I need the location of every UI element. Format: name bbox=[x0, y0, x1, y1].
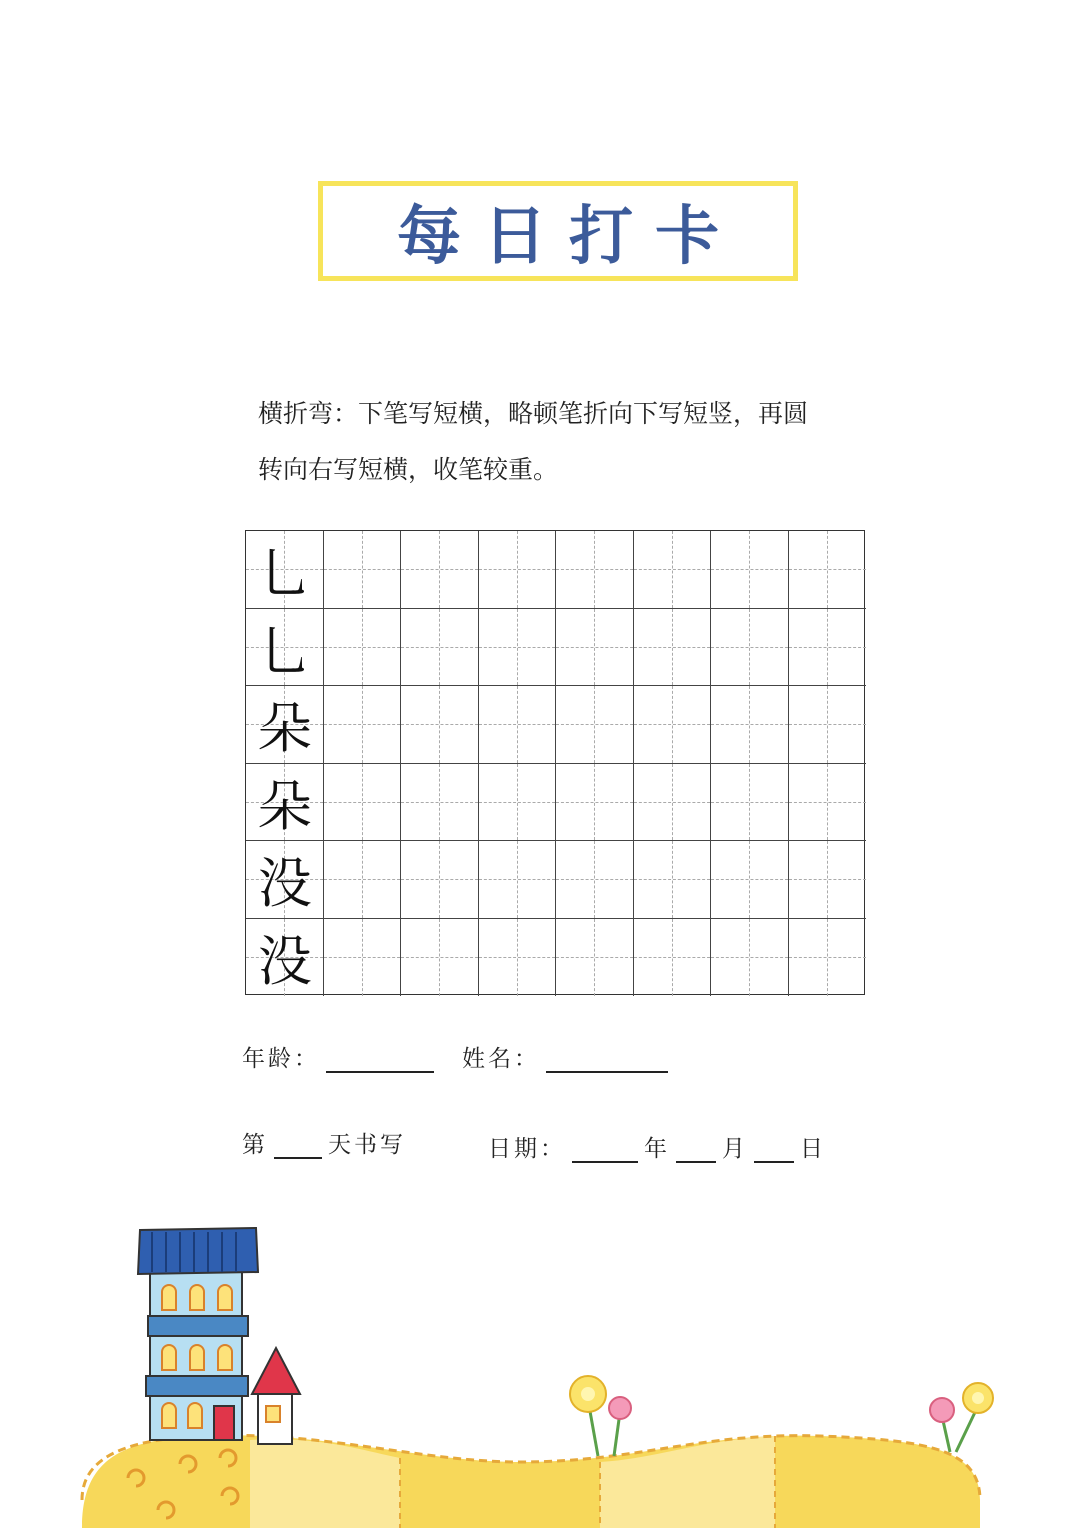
month-field[interactable] bbox=[676, 1135, 716, 1163]
practice-cell[interactable] bbox=[634, 609, 712, 687]
practice-cell[interactable] bbox=[711, 609, 789, 687]
title-banner bbox=[318, 181, 798, 281]
day-row bbox=[242, 1126, 406, 1159]
model-character: 没 bbox=[257, 852, 312, 916]
age-name-row bbox=[242, 1040, 674, 1073]
month-label: 月 bbox=[722, 1136, 748, 1162]
age-field[interactable] bbox=[326, 1045, 434, 1073]
practice-cell[interactable] bbox=[711, 841, 789, 919]
model-character: 朵 bbox=[257, 697, 312, 761]
practice-cell[interactable] bbox=[479, 841, 557, 919]
practice-cell[interactable] bbox=[401, 841, 479, 919]
practice-cell[interactable] bbox=[634, 531, 712, 609]
practice-cell[interactable] bbox=[324, 686, 402, 764]
practice-cell[interactable] bbox=[324, 919, 402, 997]
model-character: 乚 bbox=[257, 542, 312, 606]
practice-cell[interactable] bbox=[711, 686, 789, 764]
day-prefix: 第 bbox=[242, 1132, 268, 1158]
instruction-line-1: 横折弯：下笔写短横，略顿笔折向下写短竖，再圆 bbox=[258, 399, 809, 428]
stroke-instruction bbox=[258, 386, 878, 498]
practice-cell[interactable] bbox=[324, 841, 402, 919]
practice-cell[interactable] bbox=[711, 764, 789, 842]
model-cell bbox=[246, 609, 324, 687]
practice-cell[interactable] bbox=[711, 531, 789, 609]
practice-cell[interactable] bbox=[401, 919, 479, 997]
practice-cell[interactable] bbox=[479, 686, 557, 764]
practice-cell[interactable] bbox=[789, 686, 867, 764]
practice-cell[interactable] bbox=[789, 841, 867, 919]
practice-cell[interactable] bbox=[556, 841, 634, 919]
writing-practice-grid[interactable] bbox=[245, 530, 865, 995]
rolling-hill bbox=[82, 1435, 980, 1528]
day-label: 日 bbox=[800, 1136, 826, 1162]
day-count-field[interactable] bbox=[274, 1131, 322, 1159]
practice-cell[interactable] bbox=[401, 764, 479, 842]
model-cell bbox=[246, 531, 324, 609]
practice-cell[interactable] bbox=[556, 764, 634, 842]
practice-cell[interactable] bbox=[789, 919, 867, 997]
day-field[interactable] bbox=[754, 1135, 794, 1163]
practice-cell[interactable] bbox=[634, 841, 712, 919]
model-character: 乚 bbox=[257, 619, 312, 683]
year-field[interactable] bbox=[572, 1135, 638, 1163]
practice-cell[interactable] bbox=[789, 764, 867, 842]
practice-cell[interactable] bbox=[324, 609, 402, 687]
name-label: 姓名： bbox=[462, 1046, 540, 1072]
practice-cell[interactable] bbox=[324, 764, 402, 842]
hill-patch-light-2 bbox=[600, 1436, 775, 1528]
instruction-line-2: 转向右写短横，收笔较重。 bbox=[258, 455, 559, 484]
practice-cell[interactable] bbox=[479, 764, 557, 842]
small-house bbox=[252, 1348, 300, 1444]
model-cell bbox=[246, 841, 324, 919]
practice-cell[interactable] bbox=[556, 919, 634, 997]
practice-cell[interactable] bbox=[324, 531, 402, 609]
page-title: 每日打卡 bbox=[397, 200, 741, 274]
practice-cell[interactable] bbox=[789, 531, 867, 609]
practice-cell[interactable] bbox=[789, 609, 867, 687]
practice-cell[interactable] bbox=[479, 531, 557, 609]
practice-cell[interactable] bbox=[556, 609, 634, 687]
practice-cell[interactable] bbox=[634, 764, 712, 842]
practice-cell[interactable] bbox=[556, 686, 634, 764]
practice-cell[interactable] bbox=[401, 609, 479, 687]
model-cell bbox=[246, 764, 324, 842]
model-character: 朵 bbox=[257, 774, 312, 838]
date-row bbox=[488, 1130, 826, 1163]
practice-cell[interactable] bbox=[634, 686, 712, 764]
model-cell bbox=[246, 919, 324, 997]
model-character: 没 bbox=[257, 929, 312, 993]
date-label: 日期： bbox=[488, 1136, 566, 1162]
practice-cell[interactable] bbox=[479, 609, 557, 687]
practice-cell[interactable] bbox=[711, 919, 789, 997]
tall-house bbox=[138, 1228, 258, 1440]
age-label: 年龄： bbox=[242, 1046, 320, 1072]
model-cell bbox=[246, 686, 324, 764]
practice-cell[interactable] bbox=[401, 686, 479, 764]
practice-cell[interactable] bbox=[634, 919, 712, 997]
name-field[interactable] bbox=[546, 1045, 668, 1073]
practice-cell[interactable] bbox=[401, 531, 479, 609]
cartoon-town-illustration bbox=[0, 1200, 1080, 1528]
practice-cell[interactable] bbox=[479, 919, 557, 997]
practice-cell[interactable] bbox=[556, 531, 634, 609]
year-label: 年 bbox=[644, 1136, 670, 1162]
day-suffix: 天书写 bbox=[328, 1132, 406, 1158]
